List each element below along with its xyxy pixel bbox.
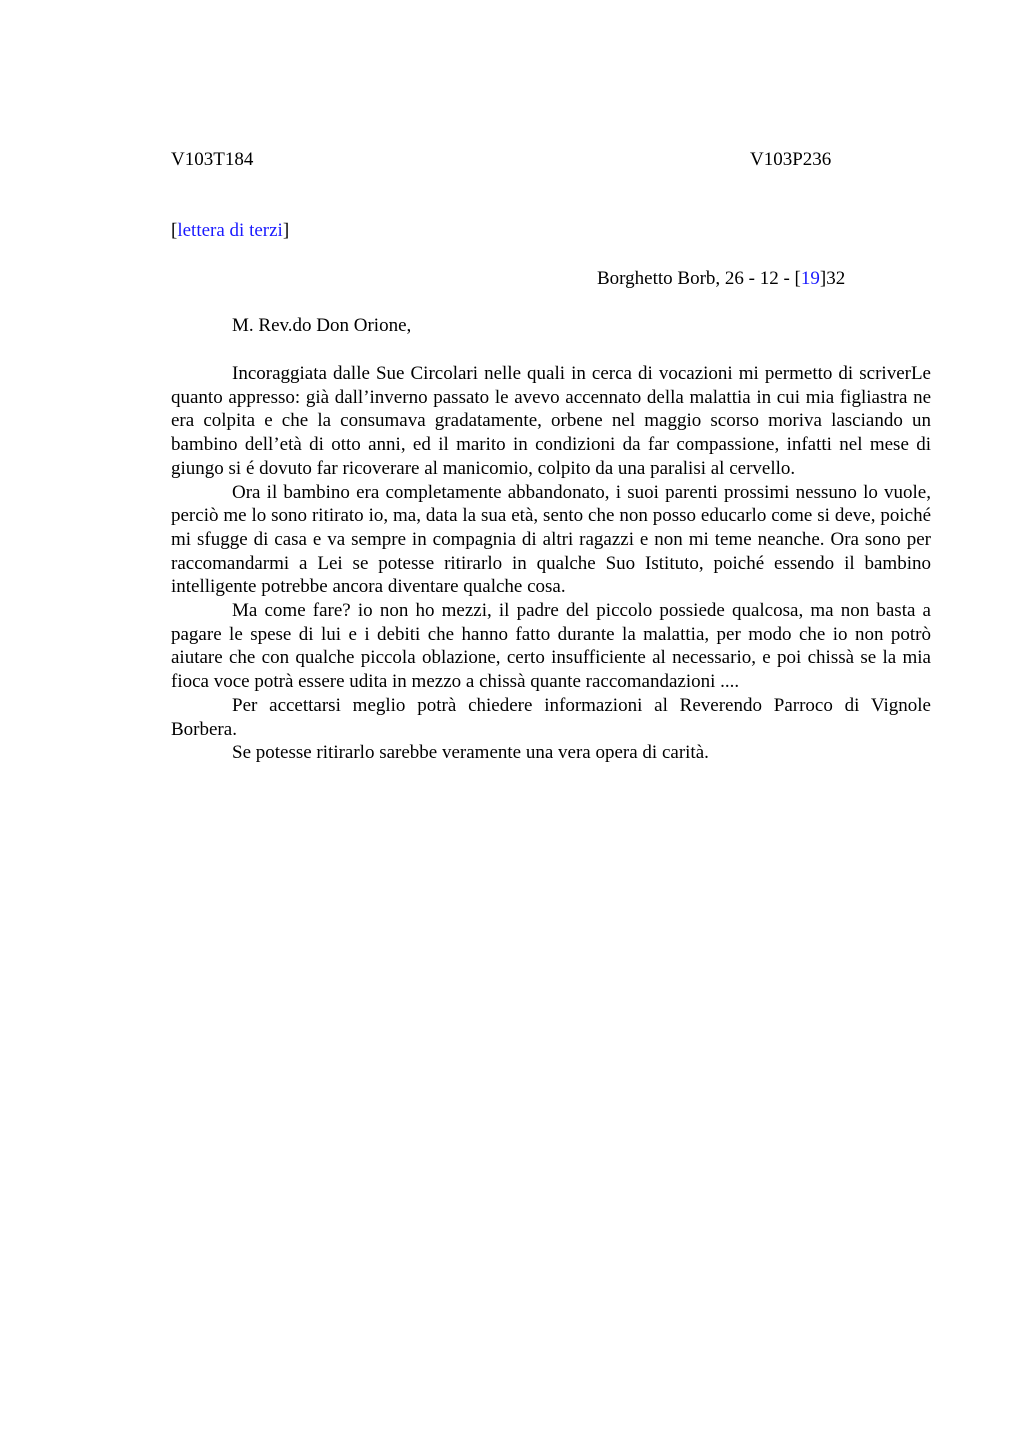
dateline-prefix: Borghetto Borb, 26 - 12 - [ xyxy=(597,268,801,289)
dateline xyxy=(597,269,845,288)
dateline-century: 19 xyxy=(800,268,820,289)
dateline-suffix: ]32 xyxy=(819,268,846,289)
paragraph: Incoraggiata dalle Sue Circolari nelle quali in cerca di vocazioni mi permetto di scriverLe quanto appresso: già dall’inverno passato le avevo accennato della malattia in cui mia figliastra ne era colpita e che la consumava gradatamente, orbene nel maggio scorso moriva lasciando un bambino dell’età di otto anni, ed il marito in condizioni da far compassione, infatti nel mese di giungo si é dovuto far ricoverare al manicomio, colpito da una paralisi al cervello. xyxy=(171,363,931,479)
tag-label: lettera di terzi xyxy=(177,220,283,241)
letter-body xyxy=(171,362,931,765)
tag-close-bracket: ] xyxy=(282,220,290,241)
page-code-right: V103P236 xyxy=(750,149,832,170)
paragraph: Ma come fare? io non ho mezzi, il padre del piccolo possiede qualcosa, ma non basta a pagare le spese di lui e i debiti che hanno fatto durante la malattia, per modo che io non potrò aiutare che con qualche piccola oblazione, certo insufficiente al necessario, e poi chissà se la mia fioca voce potrà essere udita in mezzo a chissà quante raccomandazioni .... xyxy=(171,600,931,693)
paragraph: Ora il bambino era completamente abbandonato, i suoi parenti prossimi nessuno lo vuole, perciò me lo sono ritirato io, ma, data la sua età, sento che non posso educarlo come si deve, poiché mi sfugge di casa e va sempre in compagnia di altri ragazzi e non mi teme neanche. Ora sono per raccomandarmi a Lei se potesse ritirarlo in qualche Suo Istituto, poiché essendo il bambino intelligente potrebbe ancora diventare qualche cosa. xyxy=(171,481,931,598)
paragraph: Per accettarsi meglio potrà chiedere informazioni al Reverendo Parroco di Vignole Borbera. xyxy=(171,694,931,740)
letter-type-tag xyxy=(171,221,289,240)
document-code-left: V103T184 xyxy=(171,149,254,170)
tag-open-bracket: [ xyxy=(171,220,178,241)
paragraph: Se potesse ritirarlo sarebbe veramente una vera opera di carità. xyxy=(232,742,709,764)
salutation: M. Rev.do Don Orione, xyxy=(232,315,412,336)
